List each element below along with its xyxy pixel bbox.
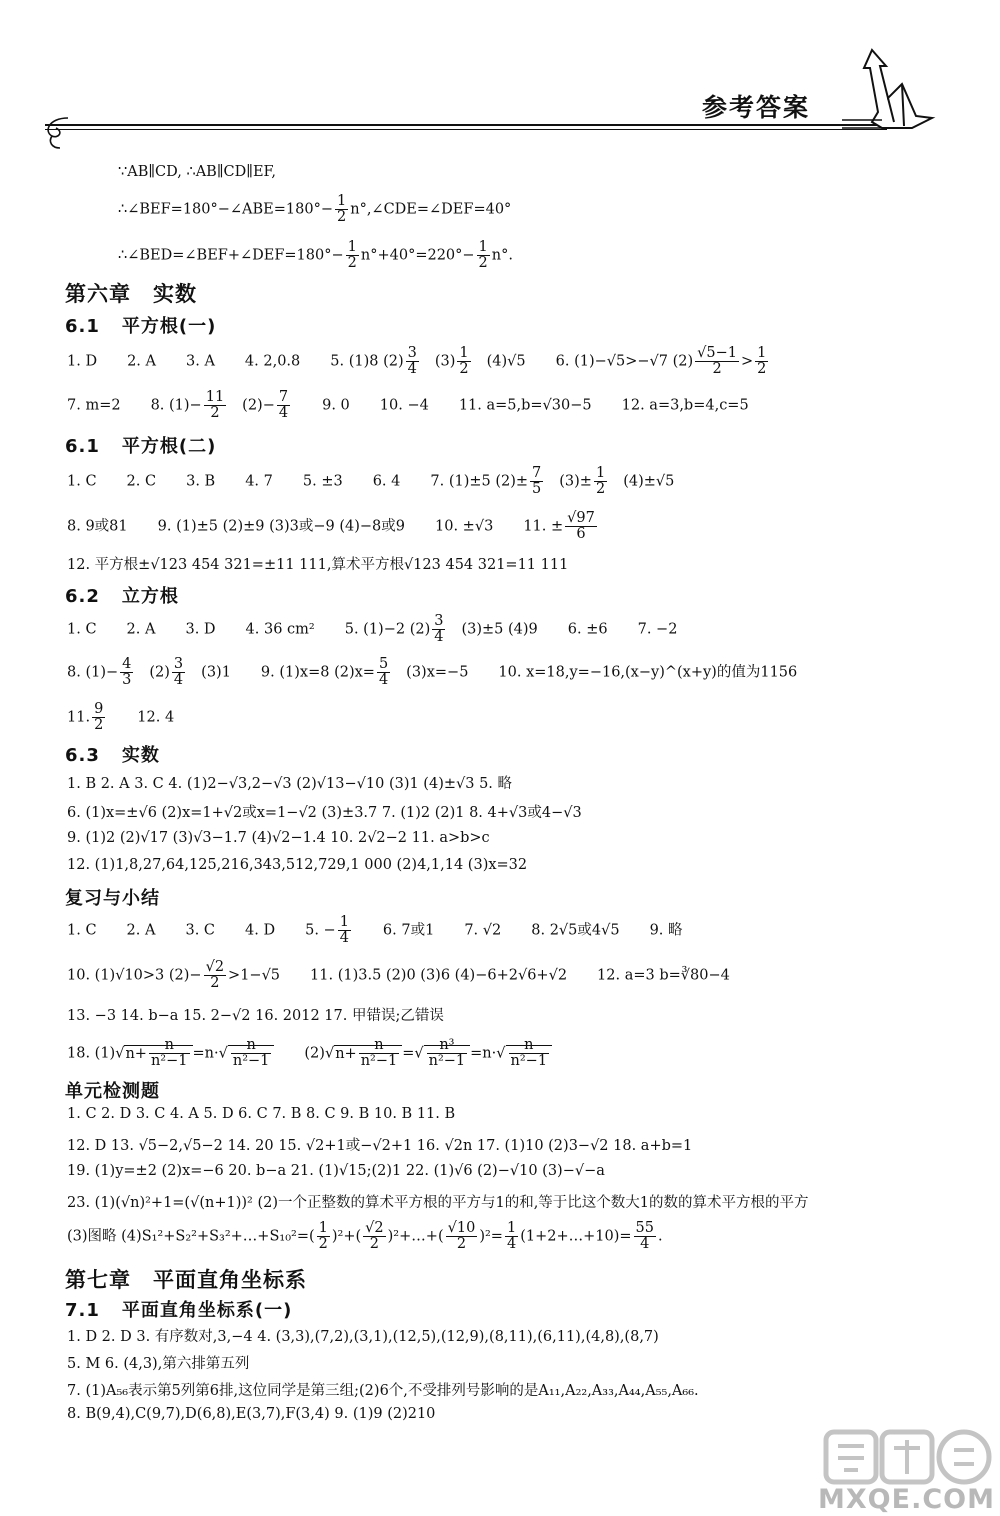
answer-line: 6. (1)x=±√6 (2)x=1+√2或x=1−√2 (3)±3.7 7. (1)2 (2)1 8. 4+√3或4−√3: [67, 805, 582, 821]
header-rule-thin: [45, 129, 887, 130]
section-heading: 6.3 实数: [65, 745, 160, 766]
answer-line: 12. (1)1,8,27,64,125,216,343,512,729,1 000 (2)4,1,14 (3)x=32: [67, 857, 528, 873]
answer-line: 11. $\frac{9}{2}$ 12. 4: [67, 701, 175, 734]
answer-line: 18. (1)√n+ $\frac{n}{\text{n²−1}}$ =n·√ $\frac{n}{\text{n²−1}}$ (2)√n+ $\frac{n}{\text{n²−1}}$ =√ $\frac{\text{n³}}{\text{n²−1}}$ =n·√ $\frac{n}{\text{n²−1}}$: [67, 1038, 552, 1069]
section-heading: 6.1 平方根(一): [65, 316, 217, 337]
answer-line: 1. C 2. C 3. B 4. 7 5. ±3 6. 4 7. (1)±5 (2)± $\frac{7}{5}$ (3)± $\frac{1}{2}$ (4)±√5: [67, 465, 675, 498]
answer-line: 12. D 13. √5−2,√5−2 14. 20 15. √2+1或−√2+1 16. √2n 17. (1)10 (2)3−√2 18. a+b=1: [67, 1138, 693, 1154]
intro-line-1: ∵AB∥CD, ∴AB∥CD∥EF,: [118, 164, 276, 180]
section-heading: 6.1 平方根(二): [65, 436, 217, 457]
answer-line: 8. B(9,4),C(9,7),D(6,8),E(3,7),F(3,4) 9. (1)9 (2)210: [67, 1406, 436, 1422]
answer-line: 5. M 6. (4,3),第六排第五列: [67, 1356, 250, 1372]
page-title: 参考答案: [702, 93, 811, 122]
section-heading: 单元检测题: [65, 1081, 160, 1102]
answer-line: 1. C 2. A 3. C 4. D 5. − $\frac{1}{4}$ 6. 7或1 7. √2 8. 2√5或4√5 9. 略: [67, 914, 683, 947]
answer-line: 1. C 2. D 3. C 4. A 5. D 6. C 7. B 8. C 9. B 10. B 11. B: [67, 1106, 456, 1122]
answer-line: 1. C 2. A 3. D 4. 36 cm² 5. (1)−2 (2) $\frac{3}{4}$ (3)±5 (4)9 6. ±6 7. −2: [67, 613, 678, 646]
answer-line: 7. (1)A₅₆表示第5列第6排,这位同学是第三组;(2)6个,不受排列号影响的是A₁₁,A₂₂,A₃₃,A₄₄,A₅₅,A₆₆.: [67, 1383, 699, 1399]
intro-line-2: ∴∠BEF=180°−∠ABE=180°− $\frac{1}{2}$ n°,∠CDE=∠DEF=40°: [118, 193, 512, 226]
section-heading: 复习与小结: [65, 888, 160, 909]
header-rule: [45, 124, 887, 126]
section-heading: 6.2 立方根: [65, 586, 179, 607]
section-heading: 7.1 平面直角坐标系(一): [65, 1300, 293, 1321]
watermark-url: MXQE.COM: [818, 1484, 995, 1515]
answer-line: 12. 平方根±√123 454 321=±11 111,算术平方根√123 454 321=11 111: [67, 557, 569, 573]
answer-line: 9. (1)2 (2)√17 (3)√3−1.7 (4)√2−1.4 10. 2√2−2 11. a>b>c: [67, 830, 490, 846]
answer-line: 8. 9或81 9. (1)±5 (2)±9 (3)3或−9 (4)−8或9 10. ±√3 11. ± $\frac{√97}{6}$: [67, 510, 595, 543]
answer-line: 1. D 2. D 3. 有序数对,3,−4 4. (3,3),(7,2),(3,1),(12,5),(12,9),(8,11),(6,11),(4,8),(8,7): [67, 1329, 659, 1345]
answer-line: 23. (1)(√n)²+1=(√(n+1))² (2)一个正整数的算术平方根的平方与1的和,等于比这个数大1的数的算术平方根的平方: [67, 1195, 809, 1211]
curl-ornament-icon: [38, 112, 78, 152]
answer-line: 8. (1)− $\frac{4}{3}$ (2) $\frac{3}{4}$ (3)1 9. (1)x=8 (2)x= $\frac{5}{4}$ (3)x=−5 10. x=18,y=−16,(x−y)^(x+y)的值为1156: [67, 656, 798, 689]
answer-line: 13. −3 14. b−a 15. 2−√2 16. 2012 17. 甲错误;乙错误: [67, 1008, 444, 1024]
answer-line: 7. m=2 8. (1)− $\frac{11}{2}$ (2)− $\frac{7}{4}$ 9. 0 10. −4 11. a=5,b=√30−5 12. a=3,b=4,c=5: [67, 389, 749, 422]
answer-line: 1. D 2. A 3. A 4. 2,0.8 5. (1)8 (2) $\frac{3}{4}$ (3) $\frac{1}{2}$ (4)√5 6. (1)−√5>−√7 (2) $\frac{√5-1}{2}$ > $\frac{1}{2}$: [67, 345, 767, 378]
answer-line: 19. (1)y=±2 (2)x=−6 20. b−a 21. (1)√15;(2)1 22. (1)√6 (2)−√10 (3)−√−a: [67, 1163, 605, 1179]
intro-line-3: ∴∠BED=∠BEF+∠DEF=180°− $\frac{1}{2}$ n°+40°=220°− $\frac{1}{2}$ n°.: [118, 239, 513, 272]
arrow-ornament-icon: [842, 48, 942, 138]
chapter-heading: 第七章 平面直角坐标系: [65, 1268, 307, 1292]
answer-line: 1. B 2. A 3. C 4. (1)2−√3,2−√3 (2)√13−√10 (3)1 (4)±√3 5. 略: [67, 776, 513, 792]
chapter-heading: 第六章 实数: [65, 282, 197, 306]
answer-line: 10. (1)√10>3 (2)− $\frac{√2}{2}$ >1−√5 11. (1)3.5 (2)0 (3)6 (4)−6+2√6+√2 12. a=3 b=∛80−4: [67, 959, 730, 992]
answer-line: (3)图略 (4)S₁²+S₂²+S₃²+…+S₁₀²=( $\frac{1}{2}$ )²+( $\frac{√2}{2}$ )²+…+( $\frac{√10}{2}$ )²= $\frac{1}{4}$ (1+2+…+10)= $\frac{55}{4}$ .: [67, 1220, 663, 1253]
page-header: [0, 0, 1000, 160]
